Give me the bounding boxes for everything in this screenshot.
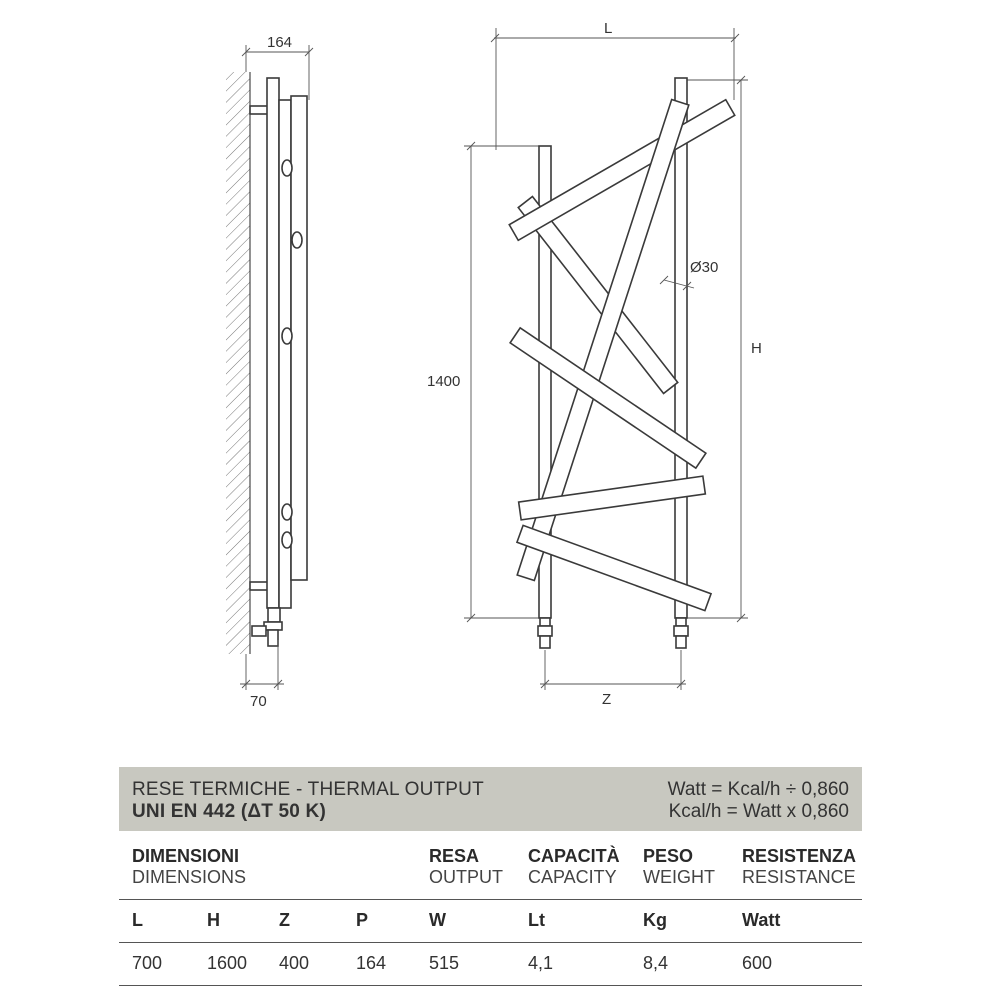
table-header xyxy=(119,831,862,900)
header-resistance: RESISTENZA RESISTANCE xyxy=(742,846,857,887)
front-view xyxy=(427,20,762,708)
value-L: 700 xyxy=(132,953,163,973)
unit-W: W xyxy=(429,910,446,930)
unit-Kg: Kg xyxy=(643,910,667,930)
unit-L: L xyxy=(132,910,143,930)
dim-diameter-label: Ø30 xyxy=(690,259,719,276)
header-capacity: CAPACITÀ CAPACITY xyxy=(528,846,620,887)
dim-L-label: L xyxy=(604,20,613,37)
unit-Lt: Lt xyxy=(528,910,545,930)
value-H: 1600 xyxy=(207,953,248,973)
unit-H: H xyxy=(207,910,220,930)
header-dimensions: DIMENSIONI DIMENSIONS xyxy=(132,846,247,887)
side-view xyxy=(226,34,313,710)
unit-Z: Z xyxy=(279,910,290,930)
value-Kg: 8,4 xyxy=(643,953,669,973)
banner-title: RESE TERMICHE - THERMAL OUTPUT xyxy=(132,779,484,800)
banner-standard: UNI EN 442 (ΔT 50 K) xyxy=(132,801,326,822)
dim-164-label: 164 xyxy=(267,34,293,51)
dim-Z-label: Z xyxy=(602,691,612,708)
dim-H-label: H xyxy=(751,340,762,357)
table-banner xyxy=(119,767,862,831)
table-units-row xyxy=(119,900,862,943)
header-weight: PESO WEIGHT xyxy=(643,846,715,887)
header-output: RESA OUTPUT xyxy=(429,846,503,887)
table-values-row xyxy=(119,943,862,986)
value-Z: 400 xyxy=(279,953,310,973)
side-valve xyxy=(268,608,280,622)
right-collector xyxy=(675,78,687,618)
value-Watt: 600 xyxy=(742,953,773,973)
side-collector xyxy=(267,78,279,608)
value-W: 515 xyxy=(429,953,460,973)
wall-hatch xyxy=(226,72,250,654)
value-P: 164 xyxy=(356,953,387,973)
value-Lt: 4,1 xyxy=(528,953,554,973)
banner-formula-2: Kcal/h = Watt x 0,860 xyxy=(668,801,849,822)
unit-Watt: Watt xyxy=(742,910,781,930)
unit-P: P xyxy=(356,910,369,930)
dim-1400-label: 1400 xyxy=(427,373,461,390)
banner-formula-1: Watt = Kcal/h ÷ 0,860 xyxy=(667,779,849,800)
dim-70-label: 70 xyxy=(250,693,267,710)
thermal-output-table xyxy=(119,767,862,986)
